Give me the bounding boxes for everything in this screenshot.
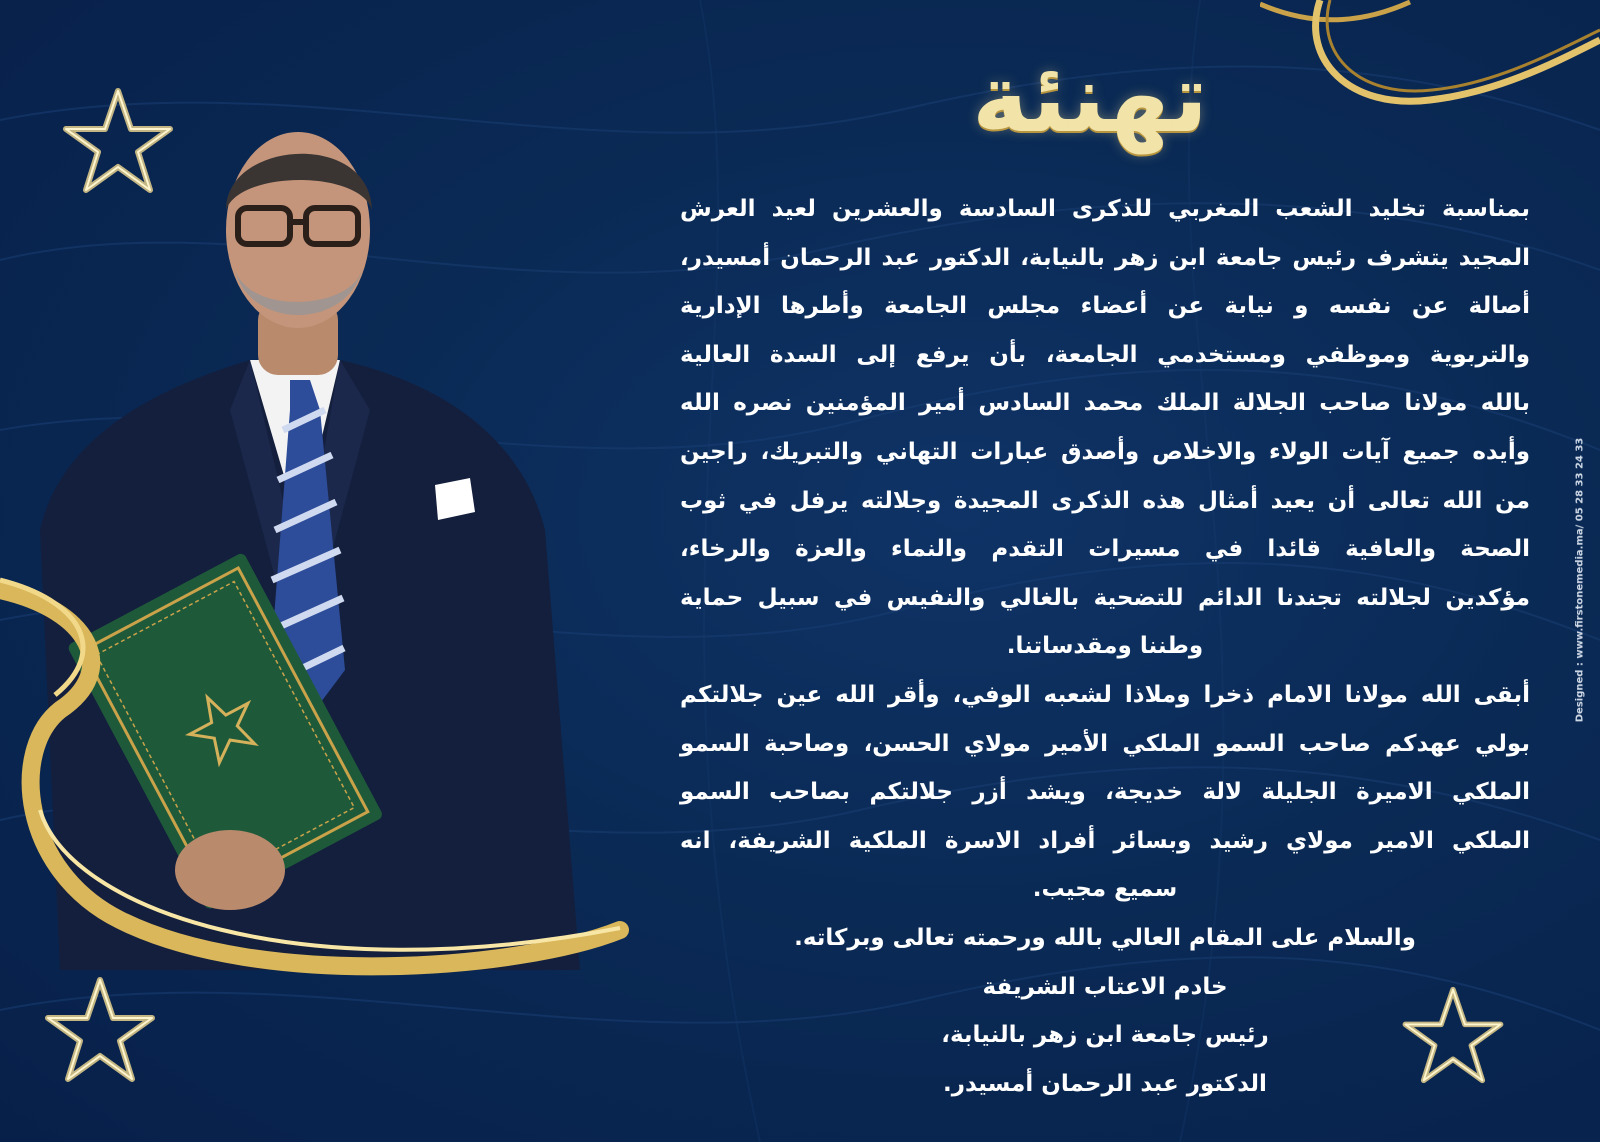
message-line: مؤكدين لجلالته تجندنا الدائم للتضحية بالغالي والنفيس في سبيل حماية xyxy=(680,584,1530,611)
designer-credit-text: Designed : www.firstonemedia.ma/ 05 28 33 24 33 xyxy=(1574,437,1586,723)
greeting-title: تهنئة xyxy=(971,42,1208,154)
message-line: من الله تعالى أن يعيد أمثال هذه الذكرى المجيدة وجلالته يرفل في ثوب xyxy=(680,487,1530,514)
signature-title: خادم الاعتاب الشريفة xyxy=(982,973,1228,1000)
message-line: بولي عهدكم صاحب السمو الملكي الأمير مولاي الحسن، وصاحبة السمو xyxy=(680,730,1530,757)
message-line: أبقى الله مولانا الامام ذخرا وملاذا لشعبه الوفي، وأقر الله عين جلالتكم xyxy=(680,681,1530,708)
signature-name: الدكتور عبد الرحمان أمسيدر. xyxy=(943,1070,1267,1097)
message-line: وطننا ومقدساتنا. xyxy=(1006,633,1204,660)
message-line: الملكي الاميرة الجليلة لالة خديجة، ويشد أزر جلالتكم بصاحب السمو xyxy=(680,779,1530,806)
closing-line: والسلام على المقام العالي بالله ورحمته تعالى وبركاته. xyxy=(794,924,1416,951)
message-line: بالله مولانا صاحب الجلالة الملك محمد السادس أمير المؤمنين نصره الله xyxy=(680,390,1530,417)
greeting-message xyxy=(680,185,1530,1108)
portrait-image xyxy=(0,110,640,990)
message-line: الصحة والعافية قائدا في مسيرات التقدم والنماء والعزة والرخاء، xyxy=(680,536,1530,563)
message-line: أصالة عن نفسه و نيابة عن أعضاء مجلس الجامعة وأطرها الإدارية xyxy=(680,293,1530,320)
message-line: وأيده جميع آيات الولاء والاخلاص وأصدق عبارات التهاني والتبريك، راجين xyxy=(680,438,1530,465)
star-bottom-left-icon xyxy=(40,975,160,1095)
message-line: الملكي الامير مولاي رشيد وبسائر أفراد الاسرة الملكية الشريفة، انه xyxy=(680,827,1530,854)
gold-ribbon-top xyxy=(1260,0,1600,120)
message-line: بمناسبة تخليد الشعب المغربي للذكرى السادسة والعشرين لعيد العرش xyxy=(680,196,1530,222)
message-line: سميع مجيب. xyxy=(1032,876,1178,903)
message-line: والتربوية وموظفي ومستخدمي الجامعة، بأن يرفع إلى السدة العالية xyxy=(680,341,1530,368)
signature-position: رئيس جامعة ابن زهر بالنيابة، xyxy=(941,1022,1269,1049)
message-line: المجيد يتشرف رئيس جامعة ابن زهر بالنيابة، الدكتور عبد الرحمان أمسيدر، xyxy=(680,244,1530,271)
